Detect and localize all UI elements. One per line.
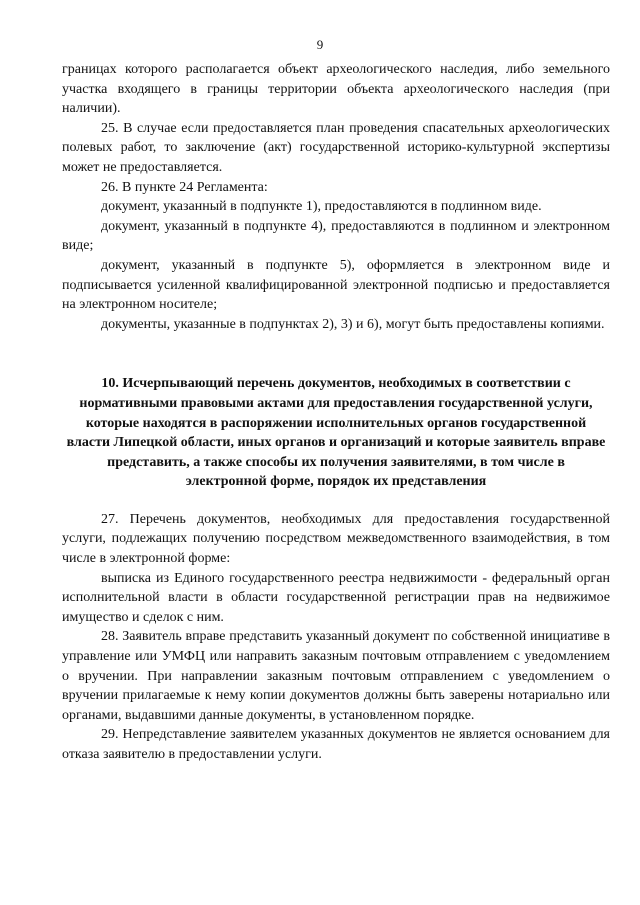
paragraph-29: 29. Непредставление заявителем указанных документов не является основанием для отказа заявителю в предоставлении услуги. [62,727,610,762]
paragraph-26-item-4: документ, указанный в подпункте 4), предоставляются в подлинном и электронном виде; [62,218,610,254]
paragraph-26: 26. В пункте 24 Регламента: [101,179,268,195]
paragraph-26-item-copies: документы, указанные в подпунктах 2), 3) и 6), могут быть предоставлены копиями. [101,316,605,332]
section-heading: 10. Исчерпывающий перечень документов, необходимых в соответствии с нормативными правовыми актами для предоставления государственной услуги, которые находятся в распоряжении исполнительных органов государственной власти Липецкой области, иных органов и организаций и которые заявитель вправе представить, а также способы их получения заявителями, в том числе в электронной форме, порядок их представления [66,376,606,490]
paragraph-27-item: выписка из Единого государственного реестра недвижимости - федеральный орган исполнительной власти в области государственной регистрации прав на недвижимое имущество и сделок с ним. [62,570,610,625]
paragraph-26-item-5: документ, указанный в подпункте 5), оформляется в электронном виде и подписывается усиленной квалифицированной электронной подписью и предоставляется на электронном носителе; [62,257,610,313]
paragraph-continuation: границах которого располагается объект археологического наследия, либо земельного участка входящего в границы территории объекта археологического наследия (при наличии). [62,62,610,117]
paragraph-25: 25. В случае если предоставляется план проведения спасательных археологических полевых работ, то заключение (акт) государственной историко-культурной экспертизы может не предоставляется. [62,120,610,175]
spacer [62,334,610,374]
page-content [62,60,610,765]
paragraph-26-item-1: документ, указанный в подпункте 1), предоставляются в подлинном виде. [101,199,542,215]
spacer [62,492,610,510]
paragraph-28: 28. Заявитель вправе представить указанный документ по собственной инициативе в управление или УМФЦ или направить заказным почтовым отправлением с уведомлением о вручении. При направлении заказным почтовым отправлением с уведомлением о вручении прилагаемые к нему копии документов должны быть заверены нотариально или органами, выдавшими данные документы, в установленном порядке. [62,629,610,723]
paragraph-27: 27. Перечень документов, необходимых для предоставления государственной услуги, подлежащих получению посредством межведомственного взаимодействия, в том числе в электронной форме: [62,511,610,567]
page-number: 9 [316,37,324,52]
